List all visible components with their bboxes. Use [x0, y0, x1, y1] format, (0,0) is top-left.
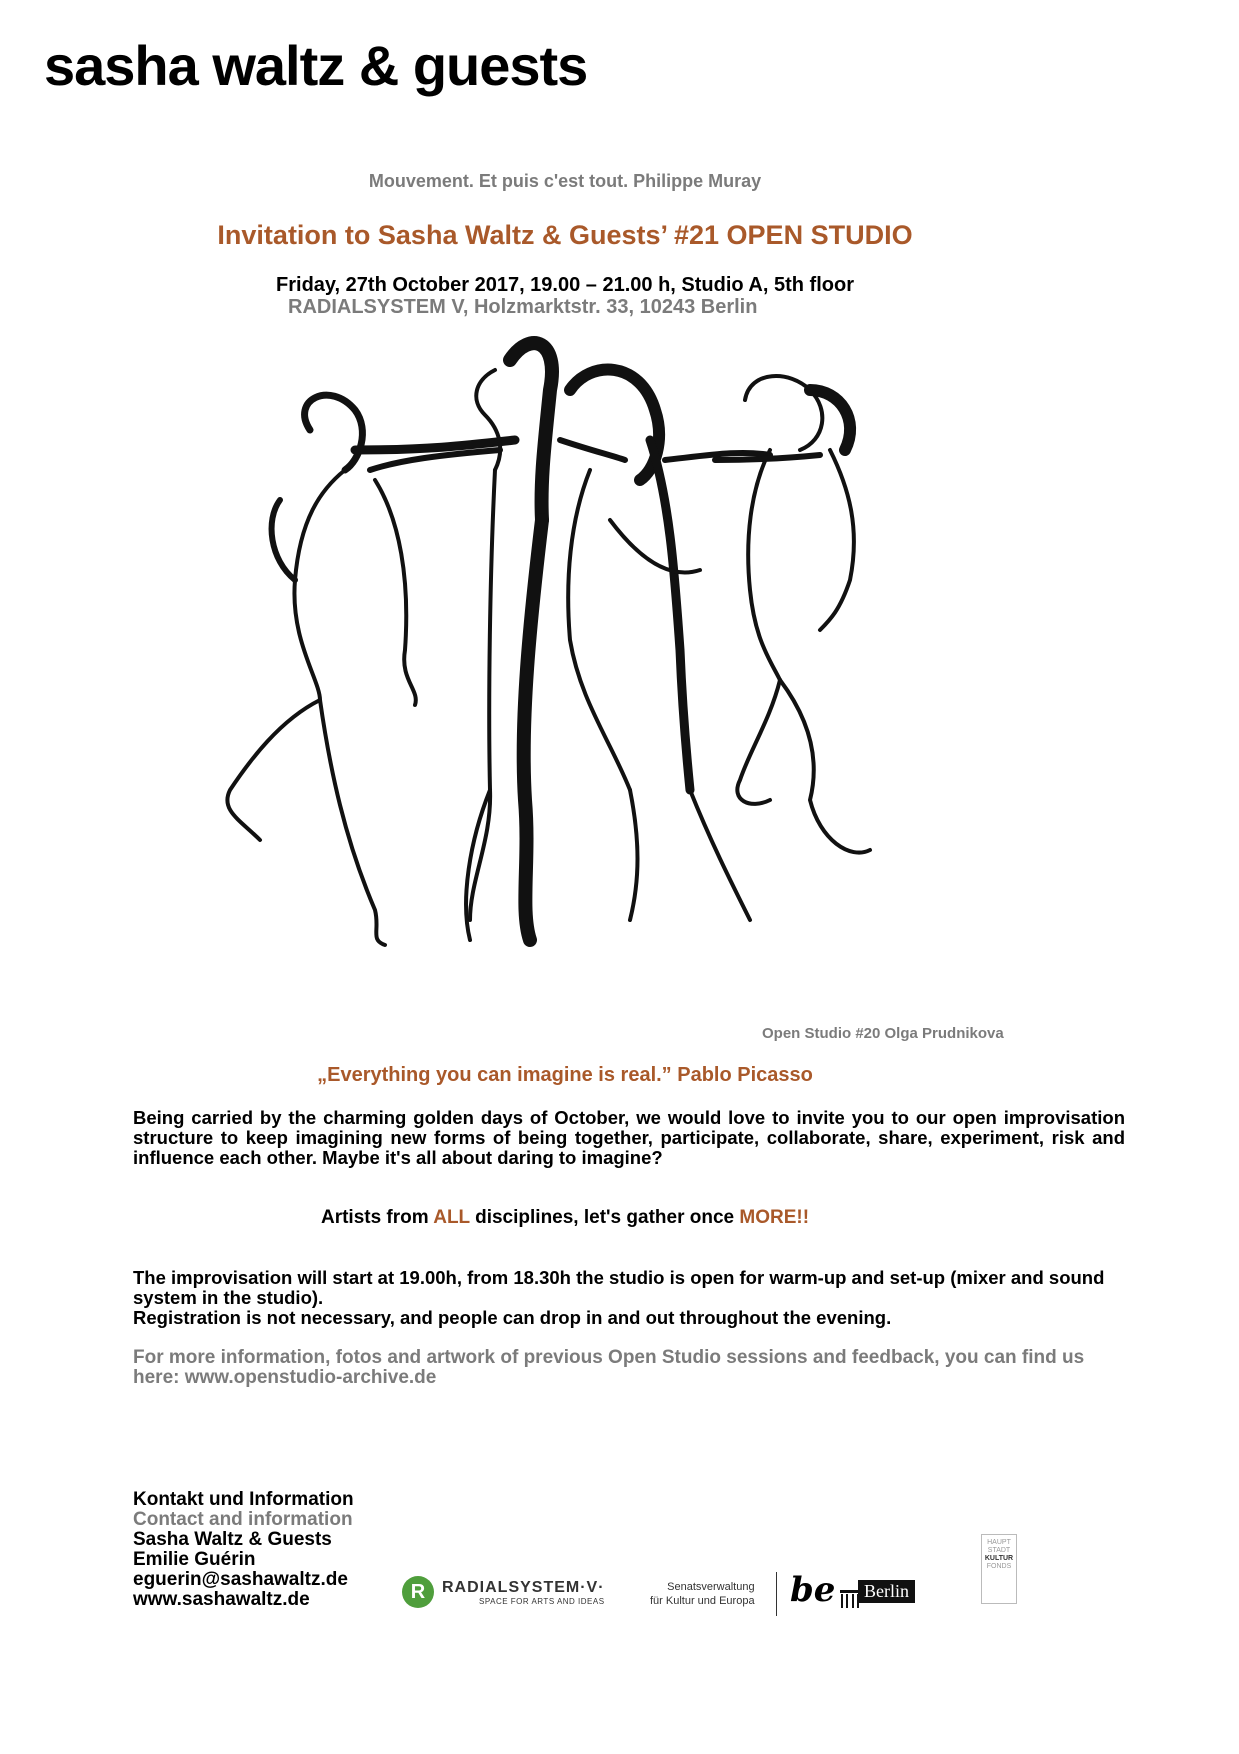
schedule-line-1: The improvisation will start at 19.00h, from 18.30h the studio is open for warm-up and set-up (mixer and sound system in the studio). — [133, 1267, 1105, 1308]
hkf-line-2: STADT — [987, 1547, 1011, 1554]
dancer-figure-1 — [227, 395, 515, 945]
more-info-paragraph: For more information, fotos and artwork of previous Open Studio sessions and feedback, you can find us here: www.openstudio-archive.de — [133, 1347, 1085, 1388]
artists-line-accent-all: ALL — [433, 1207, 470, 1228]
contact-org: Sasha Waltz & Guests — [133, 1529, 332, 1550]
contact-person: Emilie Guérin — [133, 1549, 256, 1570]
contact-email-link[interactable]: eguerin@sashawaltz.de — [133, 1569, 348, 1590]
radialsystem-r-icon: R — [402, 1576, 434, 1608]
hkf-line-4: FONDS — [986, 1563, 1012, 1570]
hkf-line-3: KULTUR — [984, 1555, 1014, 1562]
artwork-caption: Open Studio #20 Olga Prudnikova — [762, 1025, 1004, 1042]
artists-line-accent-more: MORE!! — [739, 1207, 810, 1228]
dancer-figure-4 — [715, 376, 870, 852]
event-date: Friday, 27th October 2017, 19.00 – 21.00 h, Studio A, 5th floor — [276, 274, 854, 296]
event-venue: RADIALSYSTEM V, Holzmarktstr. 33, 10243 Berlin — [288, 296, 758, 318]
contact-heading-en: Contact and information — [133, 1509, 353, 1530]
radialsystem-logo — [402, 1572, 605, 1612]
artists-line-text-2: disciplines, let's gather once — [469, 1207, 740, 1228]
invitation-title: Invitation to Sasha Waltz & Guests’ #21 OPEN STUDIO — [217, 220, 913, 250]
radialsystem-name: RADIALSYSTEM·V· — [442, 1578, 605, 1596]
radialsystem-tagline: SPACE FOR ARTS AND IDEAS — [479, 1596, 605, 1606]
picasso-quote: „Everything you can imagine is real.” Pablo Picasso — [317, 1064, 813, 1086]
senatsverwaltung-logo — [650, 1580, 755, 1608]
invitation-paragraph: Being carried by the charming golden days of October, we would love to invite you to our open improvisation structure to keep imagining new forms of being together, participate, collaborate, share, experiment, risk and influence each other. Maybe it's all about daring to imagine? — [133, 1107, 1125, 1168]
dancer-figure-2 — [370, 343, 625, 940]
artists-line — [0, 1207, 1130, 1229]
brandenburg-gate-icon — [840, 1588, 860, 1608]
philippe-muray-quote: Mouvement. Et puis c'est tout. Philippe Muray — [368, 171, 762, 191]
contact-block — [133, 1490, 354, 1610]
schedule-line-2: Registration is not necessary, and people can drop in and out throughout the evening. — [133, 1307, 892, 1328]
schedule-paragraph — [133, 1268, 1125, 1328]
hauptstadtkulturfonds-logo — [981, 1534, 1017, 1604]
hkf-line-1: HAUPT — [987, 1539, 1011, 1546]
contact-heading-de: Kontakt und Information — [133, 1489, 354, 1510]
brand-logo: sasha waltz & guests — [44, 34, 588, 97]
be-berlin-logo: be — [790, 1570, 836, 1610]
dancers-ink-drawing — [170, 320, 1050, 1020]
artists-line-text-1: Artists from — [320, 1207, 434, 1228]
logo-divider — [776, 1572, 777, 1616]
senat-line-2: für Kultur und Europa — [650, 1595, 755, 1607]
contact-website-link[interactable]: www.sashawaltz.de — [133, 1589, 310, 1610]
senat-line-1: Senatsverwaltung — [667, 1581, 755, 1593]
berlin-label: Berlin — [858, 1580, 915, 1603]
